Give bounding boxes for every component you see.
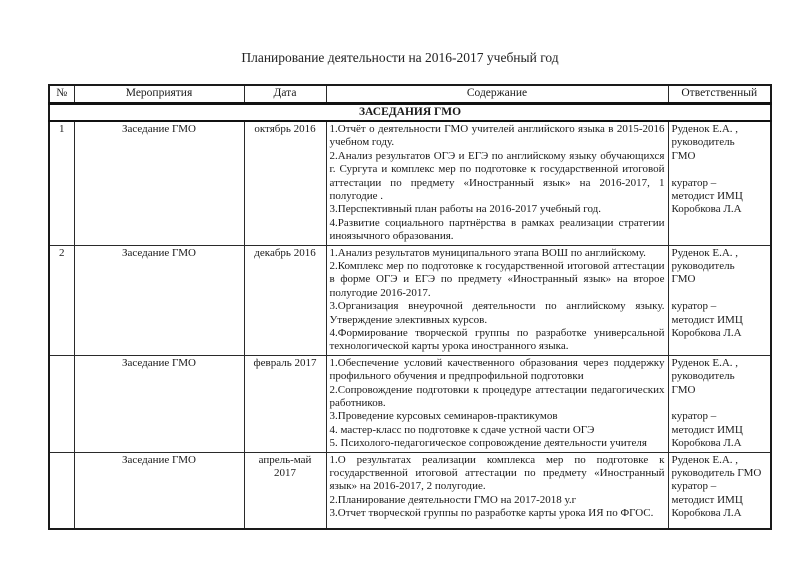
page-title: Планирование деятельности на 2016-2017 учебный год <box>241 50 559 65</box>
content-item: 1.Обеспечение условий качественного образования через поддержку профильного обучения и предпрофильной подготовки <box>329 356 665 383</box>
content-item: 2.Комплекс мер по подготовке к государственной итоговой аттестации в форме ОГЭ и ЕГЭ по предмету «Иностранный язык» на второе полугодие 2016-2017. <box>329 259 665 299</box>
row-event: Заседание ГМО <box>74 355 244 452</box>
responsible-line: ГМО <box>671 273 696 286</box>
table-row <box>49 245 771 355</box>
section-title: ЗАСЕДАНИЯ ГМО <box>49 103 771 121</box>
header-responsible: Ответственный <box>668 85 771 103</box>
responsible-line: куратор – <box>671 480 717 493</box>
header-content: Содержание <box>326 85 668 103</box>
responsible-line: методист ИМЦ <box>671 423 743 436</box>
responsible-line: руководитель <box>671 259 735 272</box>
content-item: 1.Отчёт о деятельности ГМО учителей английского языка в 2015-2016 учебном году. <box>329 122 665 149</box>
responsible-line: руководитель <box>671 370 735 383</box>
header-num: № <box>49 85 74 103</box>
content-item: 1.Анализ результатов муниципального этапа ВОШ по английскому. <box>329 246 646 259</box>
content-item: 3.Отчет творческой группы по разработке карты урока ИЯ по ФГОС. <box>329 507 654 520</box>
responsible-line: Коробкова Л.А <box>671 507 742 520</box>
row-responsible <box>668 355 771 452</box>
row-date: февраль 2017 <box>244 355 326 452</box>
row-responsible <box>668 245 771 355</box>
responsible-line: методист ИМЦ <box>671 189 743 202</box>
row-content <box>326 121 668 245</box>
responsible-line: куратор – <box>671 300 717 313</box>
row-content <box>326 355 668 452</box>
responsible-line: ГМО <box>671 383 696 396</box>
responsible-line: Коробкова Л.А <box>671 326 742 339</box>
row-number: 1 <box>49 121 74 245</box>
content-item: 4.Формирование творческой группы по разработке универсальной технологической карты урока иностранного языка. <box>329 327 665 353</box>
table-row <box>49 452 771 529</box>
header-event: Мероприятия <box>74 85 244 103</box>
responsible-line: руководитель ГМО <box>671 467 762 480</box>
row-content <box>326 245 668 355</box>
content-item: 2.Планирование деятельности ГМО на 2017-2018 у.г <box>329 493 577 506</box>
table-row <box>49 355 771 452</box>
row-event: Заседание ГМО <box>74 121 244 245</box>
row-number <box>49 355 74 452</box>
section-row <box>49 103 771 121</box>
row-number: 2 <box>49 245 74 355</box>
content-item: 4. мастер-класс по подготовке к сдаче устной части ОГЭ <box>329 423 595 436</box>
content-item: 1.О результатах реализации комплекса мер по подготовке к государственной итоговой аттестации по предмету «Иностранный язык» на 2016-2017, 2 полугодие. <box>329 453 665 493</box>
responsible-line: Руденок Е.А. , <box>671 122 739 135</box>
content-item: 4.Развитие социального партнёрства в рамках реализации стратегии иноязычного образования. <box>329 216 665 243</box>
responsible-line <box>672 397 768 410</box>
content-item: 2.Сопровождение подготовки к процедуре аттестации педагогических работников. <box>329 383 665 410</box>
row-event: Заседание ГМО <box>74 245 244 355</box>
header-date: Дата <box>244 85 326 103</box>
responsible-line: Руденок Е.А. , <box>671 453 739 466</box>
planning-table <box>48 84 772 530</box>
content-item: 3.Проведение курсовых семинаров-практикумов <box>329 410 558 423</box>
responsible-line: Коробкова Л.А <box>671 203 742 216</box>
content-item: 2.Анализ результатов ОГЭ и ЕГЭ по английскому языку обучающихся г. Сургута и комплекс мер по подготовке к государственной итоговой аттестации по предмету «Иностранный язык» на 2016-2017, 1 полугодие . <box>329 149 665 202</box>
table-header-row <box>49 85 771 103</box>
responsible-line: руководитель <box>671 136 735 149</box>
row-date: апрель-май 2017 <box>244 452 326 529</box>
row-number <box>49 452 74 529</box>
responsible-line <box>672 163 768 176</box>
row-responsible <box>668 121 771 245</box>
content-item: 5. Психолого-педагогическое сопровождение деятельности учителя <box>329 437 647 450</box>
row-content <box>326 452 668 529</box>
responsible-line: Руденок Е.А. , <box>671 356 739 369</box>
responsible-line: Руденок Е.А. , <box>671 246 739 259</box>
content-item: 3.Перспективный план работы на 2016-2017 учебный год. <box>329 203 602 216</box>
table-row <box>49 121 771 245</box>
responsible-line: куратор – <box>671 176 717 189</box>
responsible-line: Коробкова Л.А <box>671 437 742 450</box>
row-date: октябрь 2016 <box>244 121 326 245</box>
responsible-line: куратор – <box>671 410 717 423</box>
content-item: 3.Организация внеурочной деятельности по английскому языку. Утверждение элективных курсов. <box>329 300 665 326</box>
responsible-line <box>672 287 768 300</box>
responsible-line: ГМО <box>671 149 696 162</box>
row-date: декабрь 2016 <box>244 245 326 355</box>
row-responsible <box>668 452 771 529</box>
responsible-line: методист ИМЦ <box>671 493 743 506</box>
responsible-line: методист ИМЦ <box>671 313 743 326</box>
row-event: Заседание ГМО <box>74 452 244 529</box>
